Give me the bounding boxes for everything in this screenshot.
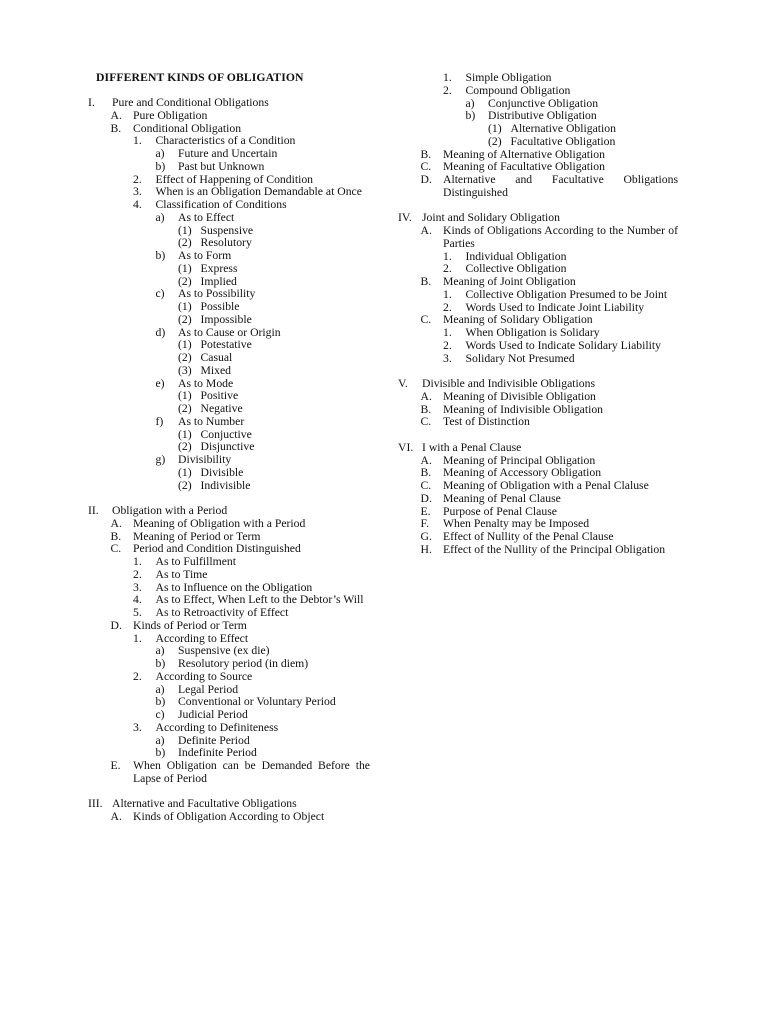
outline-marker: (2) [178,274,192,288]
outline-text: As to Fulfillment [155,555,237,568]
outline-text: Meaning of Indivisible Obligation [443,402,604,416]
outline-text: As to Time [155,567,208,581]
outline-marker: b) [465,109,476,123]
outline-marker: C. [420,479,432,492]
outline-marker: (3) [178,363,192,377]
outline-text: Legal Period [178,682,239,696]
outline-marker: IV. [398,211,412,225]
outline-text: Suspensive [200,223,254,237]
outline-item [88,811,370,824]
outline-item [88,480,370,493]
outline-text: Collective Obligation [465,262,567,276]
outline-marker: 1. [443,326,452,339]
outline-item [88,518,370,531]
outline-text: Divisible [200,465,244,479]
outline-text: Conditional Obligation [133,121,242,135]
outline-text: Alternative and Facultative Obligations [112,797,297,811]
outline-marker: a) [155,210,165,224]
outline-item [88,301,370,314]
outline-marker: (1) [178,338,192,352]
outline-text: Meaning of Principal Obligation [443,453,596,467]
outline-text: Kinds of Period or Term [133,618,247,632]
outline-marker: 3. [133,580,142,594]
outline-text: Obligation with a Period [112,504,228,517]
outline-marker: c) [155,287,165,301]
outline-marker: 5. [133,606,142,619]
outline-text: Conjuctive [200,427,252,441]
outline-marker: 4. [133,593,142,607]
outline-marker: D. [420,173,432,186]
outline-marker: (1) [178,389,192,403]
outline-item [88,454,370,467]
outline-text: Mixed [200,363,232,377]
outline-marker: e) [155,376,165,390]
outline-marker: A. [420,389,432,403]
outline-marker: 1. [443,287,452,301]
outline-item [88,161,370,174]
outline-left-column [88,97,370,824]
outline-item [398,353,678,366]
outline-marker: I. [88,96,95,109]
outline-marker: B. [420,466,432,480]
outline-item [88,365,370,378]
outline-marker: (2) [178,402,192,415]
document-title: DIFFERENT KINDS OF OBLIGATION [96,71,304,84]
outline-text: Collective Obligation Presumed to be Joint [465,287,668,301]
outline-marker: (2) [178,236,192,250]
outline-item [398,276,678,289]
outline-text: Simple Obligation [465,71,552,84]
outline-text: As to Number [178,414,245,428]
outline-text: Indivisible [200,478,251,492]
outline-item [398,340,678,353]
outline-marker: A. [110,108,122,122]
outline-marker: (1) [178,427,192,441]
outline-marker: E. [420,504,431,518]
outline-item [88,467,370,480]
outline-text: Divisible and Indivisible Obligations [422,377,596,390]
outline-item [398,174,678,200]
outline-marker: H. [420,542,432,556]
outline-text: As to Mode [178,376,234,390]
outline-marker: 2. [443,300,452,314]
outline-text: As to Influence on the Obligation [155,580,313,594]
outline-right-column [398,72,678,557]
outline-text: As to Form [178,249,232,262]
outline-marker: C. [420,160,432,174]
outline-section [88,505,370,518]
outline-text: Potestative [200,338,252,352]
outline-marker: 4. [133,198,142,211]
outline-marker: V. [398,377,408,390]
outline-item [88,314,370,327]
outline-text: Meaning of Facultative Obligation [443,160,605,174]
outline-item [88,212,370,225]
outline-text: Pure and Conditional Obligations [112,96,269,109]
outline-marker: 1. [443,249,452,263]
outline-marker: 2. [443,338,452,352]
outline-item [398,85,678,98]
outline-marker: G. [420,530,432,543]
outline-item [88,556,370,569]
outline-text: As to Cause or Origin [178,325,281,339]
outline-text: Negative [200,402,243,415]
outline-text: Compound Obligation [465,83,571,97]
outline-marker: c) [155,708,165,721]
outline-item [398,327,678,340]
outline-marker: b) [155,746,166,760]
outline-marker: (2) [178,440,192,454]
outline-marker: 1. [133,134,142,148]
outline-marker: C. [420,415,432,429]
outline-marker: B. [420,275,432,288]
outline-marker: f) [155,414,164,428]
outline-item [398,72,678,85]
outline-item [398,391,678,404]
outline-text: Implied [200,274,237,288]
outline-text: Solidary Not Presumed [465,351,575,365]
outline-text: Express [200,261,238,275]
outline-marker: 1. [443,71,452,84]
outline-text: Meaning of Alternative Obligation [443,147,605,161]
outline-text: As to Retroactivity of Effect [155,606,289,619]
outline-marker: A. [420,453,432,467]
outline-marker: B. [420,147,432,161]
outline-marker: g) [155,453,166,466]
outline-text: I with a Penal Clause [422,440,522,454]
outline-text: Suspensive (ex die) [178,644,270,658]
outline-item [398,404,678,417]
outline-text: Judicial Period [178,708,248,721]
outline-item [398,480,678,493]
outline-item [88,110,370,123]
outline-text: Pure Obligation [133,108,208,122]
outline-section [398,378,678,391]
outline-marker: 2. [443,262,452,276]
outline-marker: 2. [443,83,452,97]
outline-marker: B. [110,529,122,543]
outline-item [88,709,370,722]
outline-text: Conjunctive Obligation [488,96,599,110]
outline-text: As to Effect, When Left to the Debtor’s Will [155,593,364,607]
outline-item [398,493,678,506]
outline-text: Meaning of Obligation with a Period [133,516,306,530]
outline-item [88,620,370,633]
outline-marker: C. [420,313,432,327]
outline-item [88,199,370,212]
outline-item [398,225,678,251]
outline-item [398,531,678,544]
outline-marker: (1) [178,223,192,237]
outline-item [398,544,678,557]
outline-item [88,416,370,429]
outline-text: Casual [200,351,233,364]
outline-item [88,263,370,276]
outline-marker: a) [155,682,165,696]
outline-marker: 3. [133,185,142,199]
outline-text: Meaning of Joint Obligation [443,275,576,288]
outline-item [88,148,370,161]
outline-marker: 3. [443,351,452,365]
outline-text: Resolutory period (in diem) [178,657,309,670]
outline-marker: b) [155,695,166,709]
outline-section [88,97,370,110]
outline-marker: (2) [178,351,192,364]
outline-text: According to Effect [155,631,249,645]
outline-item [398,416,678,429]
outline-marker: (1) [178,465,192,479]
outline-text: Possible [200,300,240,313]
outline-text: Distributive Obligation [488,109,597,123]
outline-item [88,250,370,263]
outline-text: As to Effect [178,210,235,224]
outline-marker: 2. [133,669,142,683]
outline-marker: (1) [178,261,192,275]
outline-item [398,136,678,149]
outline-marker: B. [110,121,122,135]
outline-text: Words Used to Indicate Solidary Liability [465,338,661,352]
outline-marker: D. [420,491,432,505]
outline-marker: (1) [178,300,192,313]
outline-marker: 1. [133,631,142,645]
outline-text: Words Used to Indicate Joint Liability [465,300,645,314]
outline-marker: a) [155,147,165,160]
outline-marker: b) [155,657,166,670]
outline-item [88,569,370,582]
outline-marker: (1) [488,122,502,135]
outline-text: Effect of the Nullity of the Principal Obligation [443,542,666,556]
outline-marker: A. [110,516,122,530]
outline-text: Characteristics of a Condition [155,134,296,148]
outline-marker: A. [420,224,432,237]
outline-text: Impossible [200,312,252,326]
outline-marker: 2. [133,172,142,186]
outline-text: Meaning of Accessory Obligation [443,466,602,480]
outline-text: Meaning of Solidary Obligation [443,313,593,327]
outline-text: Period and Condition Distinguished [133,542,301,556]
outline-text: Purpose of Penal Clause [443,504,557,518]
outline-item [88,403,370,416]
outline-item [88,760,370,786]
outline-text: Individual Obligation [465,249,567,263]
outline-marker: II. [88,504,99,517]
outline-marker: a) [155,733,165,747]
outline-marker: B. [420,402,432,416]
outline-text: Alternative and Facultative Obligations Distinguished [443,173,678,199]
outline-text: Classification of Conditions [155,198,287,211]
outline-text: Test of Distinction [443,415,530,429]
outline-marker: b) [155,159,166,173]
outline-text: Meaning of Divisible Obligation [443,389,596,403]
outline-text: Alternative Obligation [510,122,616,135]
outline-marker: C. [110,542,122,556]
outline-item [88,607,370,620]
outline-marker: VI. [398,440,414,454]
outline-marker: (2) [178,478,192,492]
outline-text: When Obligation is Solidary [465,326,600,339]
outline-text: Divisibility [178,453,232,466]
outline-item [88,671,370,684]
outline-text: Positive [200,389,239,403]
outline-marker: 2. [133,567,142,581]
outline-text: When is an Obligation Demandable at Once [155,185,362,199]
outline-text: Conventional or Voluntary Period [178,695,336,709]
outline-marker: A. [110,810,122,823]
outline-text: Future and Uncertain [178,147,278,160]
outline-section [398,442,678,455]
outline-marker: d) [155,325,166,339]
outline-marker: a) [465,96,475,110]
outline-text: Facultative Obligation [510,134,616,148]
outline-text: Effect of Happening of Condition [155,172,314,186]
outline-marker: a) [155,644,165,658]
outline-text: Effect of Nullity of the Penal Clause [443,530,614,543]
outline-marker: 3. [133,720,142,734]
outline-marker: D. [110,618,122,632]
outline-text: As to Possibility [178,287,256,301]
outline-text: Meaning of Penal Clause [443,491,561,505]
outline-item [88,658,370,671]
outline-item [88,352,370,365]
outline-marker: (2) [178,312,192,326]
outline-marker: III. [88,797,103,811]
outline-marker: (2) [488,134,502,148]
outline-marker: F. [420,517,429,531]
outline-text: Meaning of Obligation with a Penal Claluse [443,479,649,492]
outline-item [88,722,370,735]
outline-text: Joint and Solidary Obligation [422,211,560,225]
outline-text: Meaning of Period or Term [133,529,261,543]
outline-text: According to Definiteness [155,720,279,734]
outline-text: Indefinite Period [178,746,257,760]
outline-text: Disjunctive [200,440,255,454]
outline-text: When Penalty may be Imposed [443,517,590,531]
outline-text: Kinds of Obligations According to the Number of Parties [443,224,678,250]
outline-text: Resolutory [200,236,252,250]
outline-text: Kinds of Obligation According to Object [133,810,325,823]
outline-text: Past but Unknown [178,159,265,173]
outline-text: When Obligation can be Demanded Before the Lapse of Period [133,759,370,785]
outline-text: Definite Period [178,733,250,747]
outline-item [398,289,678,302]
outline-marker: 1. [133,555,142,568]
outline-marker: E. [110,759,121,772]
outline-marker: b) [155,249,166,262]
outline-text: According to Source [155,669,253,683]
outline-item [398,123,678,136]
